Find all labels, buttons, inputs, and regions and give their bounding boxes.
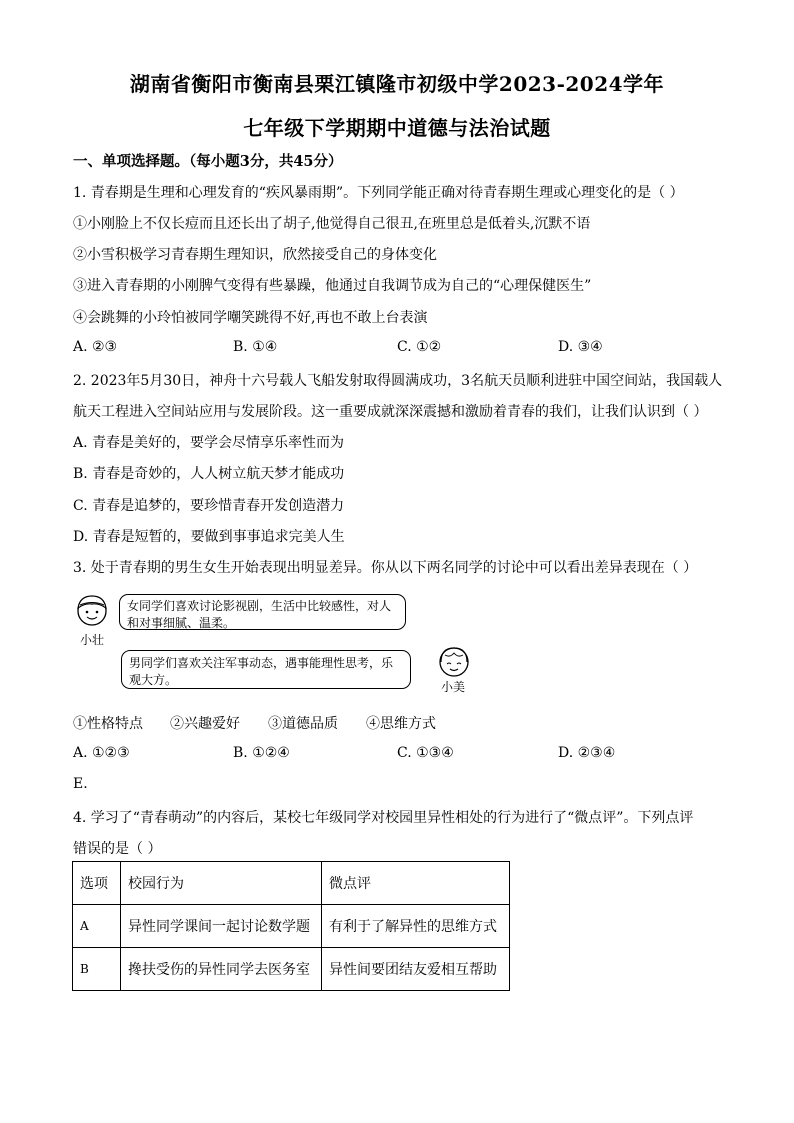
q3-option-b: B. ①②④ <box>233 745 290 761</box>
table-header-cell: 校园行为 <box>121 862 322 905</box>
q1-item-2: ②小雪积极学习青春期生理知识，欣然接受自己的身体变化 <box>73 247 437 263</box>
q3-option-e: E. <box>73 776 88 792</box>
table-row <box>73 905 510 948</box>
exam-title-line1: 湖南省衡阳市衡南县栗江镇隆市初级中学2023-2024学年 <box>129 72 665 96</box>
q4-stem-line1: 4. 学习了“青春萌动”的内容后，某校七年级同学对校园里异性相处的行为进行了“微点评”。下列点评 <box>73 810 694 826</box>
q2-stem-line1: 2. 2023年5月30日，神舟十六号载人飞船发射取得圆满成功，3名航天员顺利进驻中国空间站，我国载人 <box>73 373 723 389</box>
boy-face-icon <box>74 593 110 627</box>
table-cell: 搀扶受伤的异性同学去医务室 <box>121 948 322 991</box>
girl-speech-bubble: 男同学们喜欢关注军事动态，遇事能理性思考，乐观大方。 <box>121 650 411 689</box>
boy-speech-bubble: 女同学们喜欢讨论影视剧，生活中比较感性，对人和对事细腻、温柔。 <box>119 594 406 630</box>
table-cell: 异性同学课间一起讨论数学题 <box>121 905 322 948</box>
q2-stem-line2: 航天工程进入空间站应用与发展阶段。这一重要成就深深震撼和激励着青春的我们，让我们认识到（ ） <box>73 404 708 420</box>
q3-stem: 3. 处于青春期的男生女生开始表现出明显差异。你从以下两名同学的讨论中可以看出差异表现在（ ） <box>73 560 698 576</box>
q1-option-a: A. ②③ <box>73 339 118 355</box>
table-cell: 异性间要团结友爱相互帮助 <box>322 948 510 991</box>
q3-option-c: C. ①③④ <box>397 745 454 761</box>
girl-name-label: 小美 <box>441 680 466 694</box>
q1-item-1: ①小刚脸上不仅长痘而且还长出了胡子,他觉得自己很丑,在班里总是低着头,沉默不语 <box>73 216 591 232</box>
q2-option-b: B. 青春是奇妙的，人人树立航天梦才能成功 <box>73 466 345 482</box>
table-header-cell: 微点评 <box>322 862 510 905</box>
q2-option-d: D. 青春是短暂的，要做到事事追求完美人生 <box>73 529 345 545</box>
girl-face-icon <box>436 644 472 678</box>
table-header-cell: 选项 <box>73 862 121 905</box>
q2-option-c: C. 青春是追梦的，要珍惜青春开发创造潜力 <box>73 498 345 514</box>
q4-stem-line2: 错误的是（ ） <box>73 841 162 857</box>
q1-option-d: D. ③④ <box>558 339 603 355</box>
q1-option-c: C. ①② <box>397 339 442 355</box>
q3-item-2: ②兴趣爱好 <box>170 716 240 732</box>
q2-option-a: A. 青春是美好的，要学会尽情享乐率性而为 <box>73 435 345 451</box>
q4-table <box>72 861 510 991</box>
q1-option-b: B. ①④ <box>233 339 278 355</box>
q1-item-4: ④会跳舞的小玲怕被同学嘲笑跳得不好,再也不敢上台表演 <box>73 310 428 326</box>
q3-item-4: ④思维方式 <box>366 716 436 732</box>
q1-stem: 1. 青春期是生理和心理发育的“疾风暴雨期”。下列同学能正确对待青春期生理或心理变化的是（ ） <box>73 185 684 201</box>
q3-item-1: ①性格特点 <box>73 716 143 732</box>
table-row <box>73 948 510 991</box>
section-heading: 一、单项选择题。（每小题3分，共45分） <box>73 153 343 170</box>
table-cell: B <box>73 948 121 991</box>
q1-item-3: ③进入青春期的小刚脾气变得有些暴躁，他通过自我调节成为自己的“心理保健医生” <box>73 278 592 294</box>
exam-title-line2: 七年级下学期期中道德与法治试题 <box>243 116 551 140</box>
q3-item-3: ③道德品质 <box>268 716 338 732</box>
q3-option-a: A. ①②③ <box>73 745 130 761</box>
q3-option-d: D. ②③④ <box>558 745 616 761</box>
table-header-row <box>73 862 510 905</box>
table-cell: A <box>73 905 121 948</box>
table-cell: 有利于了解异性的思维方式 <box>322 905 510 948</box>
boy-name-label: 小壮 <box>80 633 105 647</box>
